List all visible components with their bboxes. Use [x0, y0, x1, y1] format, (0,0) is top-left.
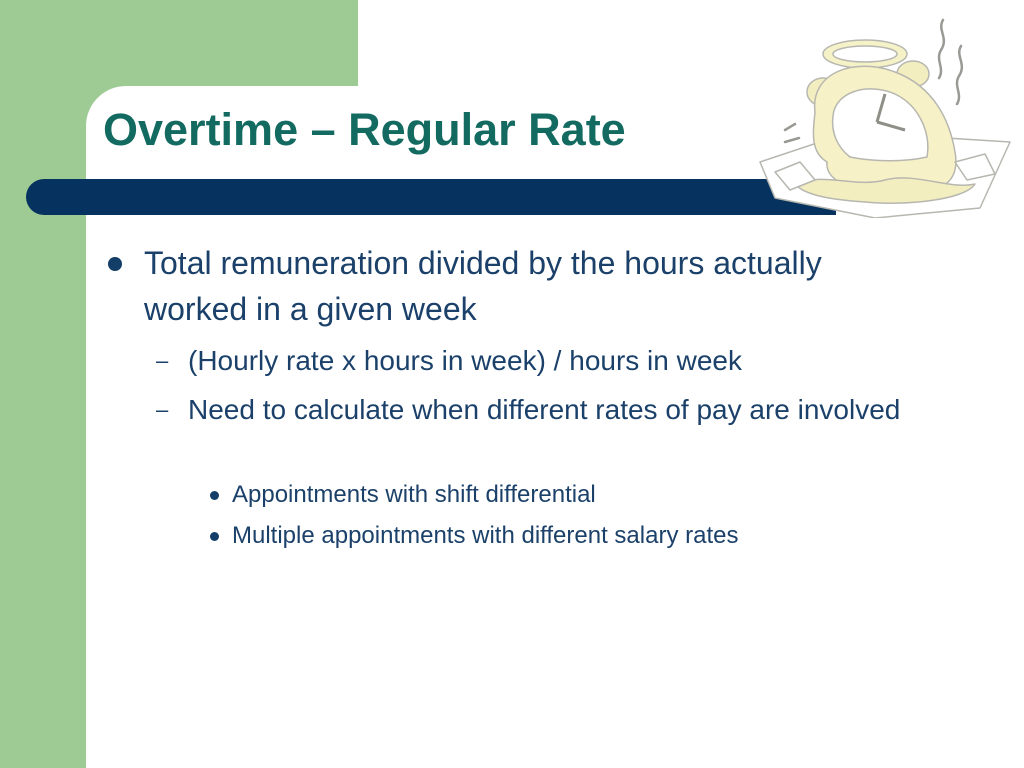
slide-title: Overtime – Regular Rate	[103, 104, 626, 155]
bullet-text: Total remuneration divided by the hours actually worked in a given week	[144, 245, 822, 327]
bullet-dot-icon	[210, 491, 219, 500]
bullet-level-3	[210, 478, 910, 512]
bullet-level-2	[156, 341, 936, 381]
dash-marker: –	[156, 348, 169, 373]
bullet-text: Appointments with shift differential	[232, 481, 596, 508]
bullet-level-3	[210, 519, 910, 553]
bullet-text: Need to calculate when different rates of pay are involved	[188, 394, 901, 425]
bullet-dot-icon	[108, 257, 122, 271]
bullet-level-2	[156, 390, 936, 430]
dash-marker: –	[156, 397, 169, 422]
bullet-level-1	[108, 240, 868, 332]
bullet-text: (Hourly rate x hours in week) / hours in week	[188, 345, 742, 376]
bullet-text: Multiple appointments with different salary rates	[232, 522, 739, 549]
bullet-dot-icon	[210, 532, 219, 541]
